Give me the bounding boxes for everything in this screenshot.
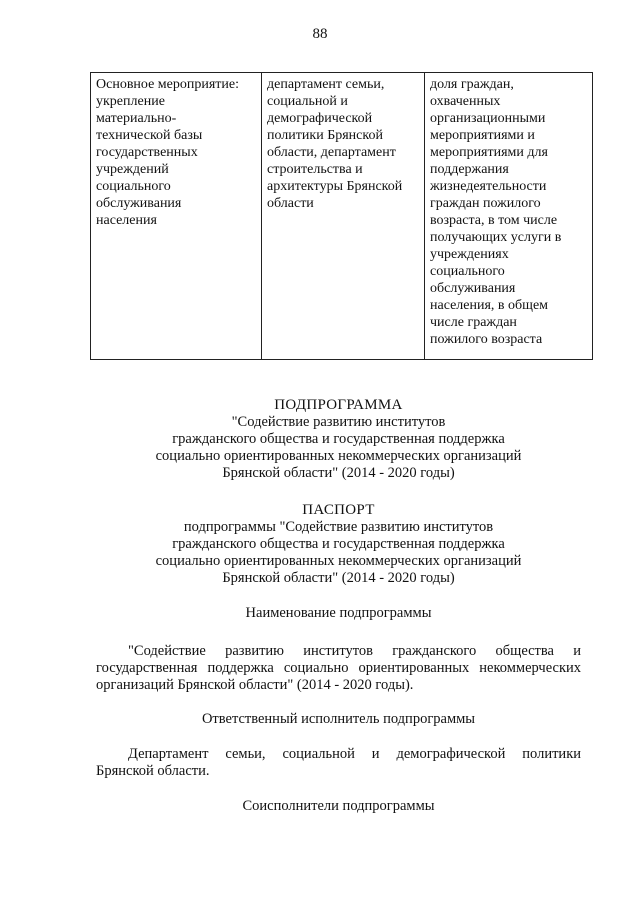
name-paragraph — [96, 643, 581, 694]
table-cell-measure — [91, 73, 262, 360]
executor-paragraph — [96, 746, 581, 780]
passport-line: Брянской области" (2014 - 2020 годы) — [222, 570, 455, 586]
table-row — [91, 73, 593, 360]
paragraph-line: "Содействие развитию институтов гражданского общества и — [128, 643, 581, 659]
subprogram-line: "Содействие развитию институтов — [231, 414, 446, 430]
passport-line: подпрограммы "Содействие развитию институтов — [183, 519, 494, 535]
paragraph-line: Брянской области. — [96, 763, 210, 779]
passport-block — [96, 502, 581, 587]
page-number: 88 — [312, 26, 328, 42]
paragraph-line: организаций Брянской области" (2014 - 2020 годы). — [96, 677, 414, 693]
executor-text: департамент семьи, социальной и демографической политики Брянской области, департамент строительства и архитектуры Брянской области — [267, 77, 403, 211]
paragraph-line: государственная поддержка социально ориентированных некоммерческих — [96, 660, 581, 676]
indicator-text: доля граждан, охваченных организационными мероприятиями и мероприятиями для поддержания жизнедеятельности граждан пожилого возраста, в том числе получающих услуги в учреждениях социального обслуживания населения, в общем числе граждан пожилого возраста — [430, 77, 562, 347]
table-cell-indicator — [425, 73, 593, 360]
passport-line: социально ориентированных некоммерческих организаций — [155, 553, 522, 569]
subprogram-line: социально ориентированных некоммерческих организаций — [155, 448, 522, 464]
paragraph-line: Департамент семьи, социальной и демографической политики — [128, 746, 581, 762]
subprogram-line: Брянской области" (2014 - 2020 годы) — [222, 465, 455, 481]
passport-title: ПАСПОРТ — [302, 502, 375, 518]
subprogram-line: гражданского общества и государственная поддержка — [172, 431, 505, 447]
measure-text: Основное мероприятие: укрепление материально- технической базы государственных учреждений социального обслуживания населения — [96, 77, 240, 228]
name-heading: Наименование подпрограммы — [245, 605, 432, 621]
table-cell-executor — [262, 73, 425, 360]
passport-line: гражданского общества и государственная поддержка — [172, 536, 505, 552]
coexecutors-heading: Соисполнители подпрограммы — [242, 798, 435, 814]
subprogram-block — [96, 397, 581, 482]
subprogram-title: ПОДПРОГРАММА — [274, 397, 403, 413]
measures-table — [90, 72, 593, 360]
executor-heading: Ответственный исполнитель подпрограммы — [201, 711, 476, 727]
